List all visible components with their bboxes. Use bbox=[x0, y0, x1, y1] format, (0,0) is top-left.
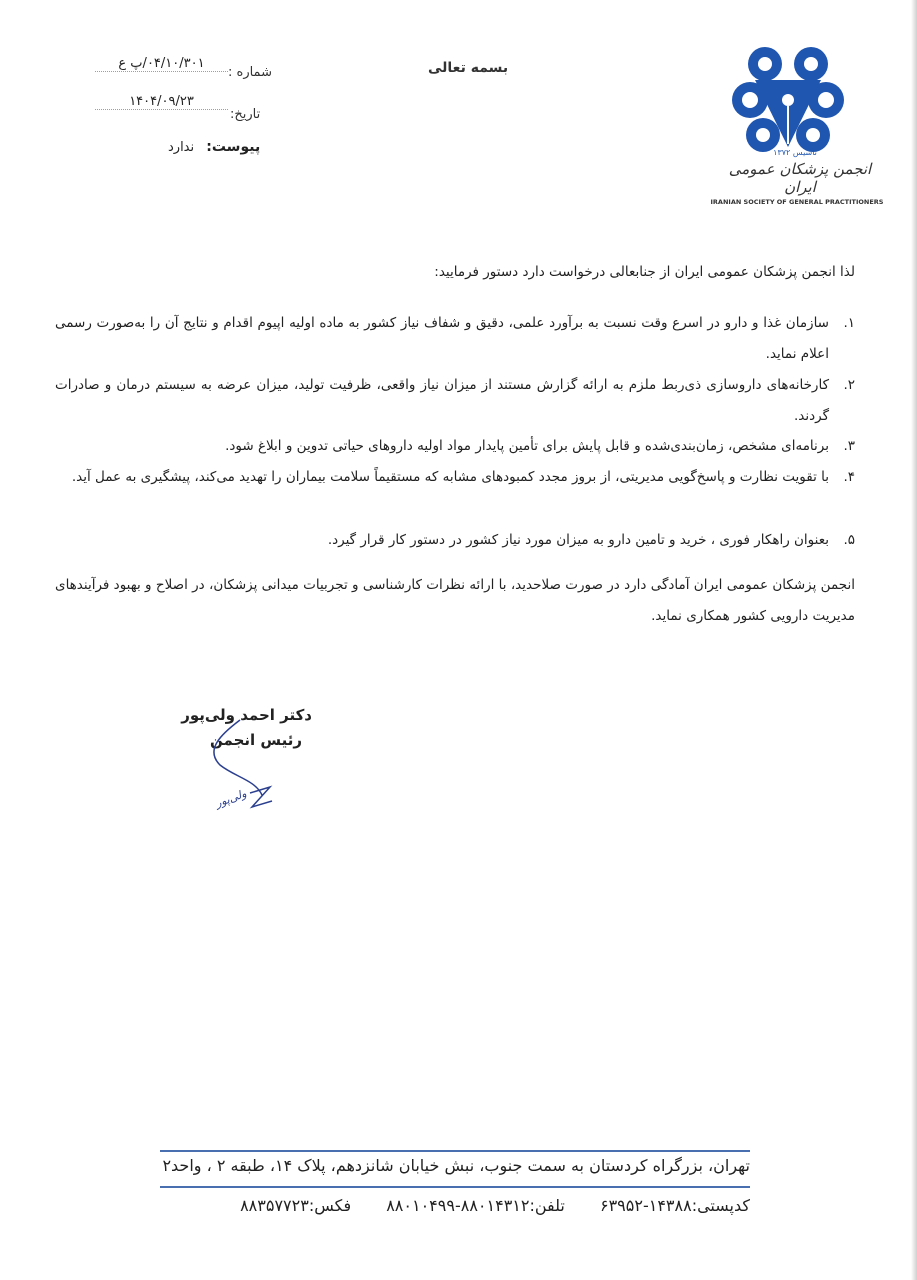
signatory-name: دکتر احمد ولی‌پور bbox=[181, 706, 312, 724]
footer-rule-top bbox=[160, 1150, 750, 1152]
footer-contacts bbox=[240, 1196, 750, 1215]
footer-rule-bottom bbox=[160, 1186, 750, 1188]
phone-label: تلفن: bbox=[529, 1196, 565, 1215]
list-item bbox=[55, 525, 855, 556]
list-item-text: کارخانه‌های داروسازی ذی‌ربط ملزم به ارائه گزارش مستند از میزان نیاز واقعی، ظرفیت تولید، میزان عرضه به سیستم درمان و صادرات گردند. bbox=[55, 377, 829, 424]
list-item bbox=[55, 462, 855, 493]
signatory-title: رئیس انجمن bbox=[210, 731, 302, 749]
logo-name-fa: انجمن پزشکان عمومی ایران bbox=[728, 160, 872, 196]
closing-paragraph: انجمن پزشکان عمومی ایران آمادگی دارد در صورت صلاحدید، با ارائه نظرات کارشناسی و تجربیات میدانی پزشکان، در اصلاح و بهبود فرآیندهای مدیریت دارویی کشور همکاری نماید. bbox=[55, 577, 855, 624]
logo-founded: تاسیس ۱۳۷۲ bbox=[773, 148, 817, 157]
organization-logo bbox=[705, 42, 885, 217]
attachment-field bbox=[168, 139, 260, 155]
postal-value: ۱۴۳۸۸-۶۳۹۵۲ bbox=[599, 1196, 692, 1215]
list-item-number: ۱. bbox=[843, 315, 855, 331]
list-item-text: سازمان غذا و دارو در اسرع وقت نسبت به برآورد علمی، دقیق و شفاف نیاز کشور به ماده اولیه اپیوم اقدام و نتایج آن را به‌صورت رسمی اعلام نماید. bbox=[55, 315, 829, 362]
list-item bbox=[55, 370, 855, 432]
attachment-value: ندارد bbox=[168, 140, 195, 155]
list-item-text: با تقویت نظارت و پاسخ‌گویی مدیریتی، از بروز مجدد کمبودهای مشابه که مستقیماً سلامت بیماران را تهدید می‌کند، پیشگیری به عمل آید. bbox=[71, 469, 829, 485]
date-label: تاریخ: bbox=[230, 107, 261, 122]
signature-scribble-icon bbox=[200, 715, 290, 825]
fax-label: فکس: bbox=[308, 1196, 352, 1215]
list-item bbox=[55, 431, 855, 462]
logo-name-en: IRANIAN SOCIETY OF GENERAL PRACTITIONERS bbox=[710, 198, 884, 206]
list-item-number: ۵. bbox=[843, 532, 855, 548]
footer-address: تهران، بزرگراه کردستان به سمت جنوب، نبش خیابان شانزدهم، پلاک ۱۴، طبقه ۲ ، واحد۲ bbox=[162, 1156, 750, 1175]
list-item bbox=[55, 308, 855, 370]
logo-emblem-icon bbox=[705, 42, 885, 157]
list-item-number: ۳. bbox=[843, 438, 855, 454]
page-edge-shadow bbox=[911, 0, 917, 1280]
list-item-number: ۲. bbox=[843, 377, 855, 393]
basmala: بسمه تعالی bbox=[428, 60, 509, 76]
date-value: ۱۴۰۴/۰۹/۲۳ bbox=[95, 94, 228, 110]
number-value: ۰۴/۱۰/۳۰۱/پ ع bbox=[95, 56, 228, 72]
number-label: شماره : bbox=[228, 65, 272, 80]
list-item-number: ۴. bbox=[843, 469, 855, 485]
list-item-text: بعنوان راهکار فوری ، خرید و تامین دارو به میزان مورد نیاز کشور در دستور کار قرار گیرد. bbox=[327, 532, 829, 548]
postal-label: کدپستی: bbox=[691, 1196, 750, 1215]
attachment-label: پیوست: bbox=[206, 139, 261, 155]
handwritten-signature: ولی‌پور bbox=[213, 786, 249, 811]
list-item-text: برنامه‌ای مشخص، زمان‌بندی‌شده و قابل پایش برای تأمین پایدار مواد اولیه داروهای حیاتی تدوین و ابلاغ شود. bbox=[225, 438, 829, 454]
phone-value: ۸۸۰۱۴۳۱۲-۸۸۰۱۰۴۹۹ bbox=[386, 1196, 530, 1215]
fax-value: ۸۸۳۵۷۷۲۳ bbox=[240, 1196, 309, 1215]
intro-paragraph: لذا انجمن پزشکان عمومی ایران از جنابعالی درخواست دارد دستور فرمایید: bbox=[434, 264, 855, 280]
